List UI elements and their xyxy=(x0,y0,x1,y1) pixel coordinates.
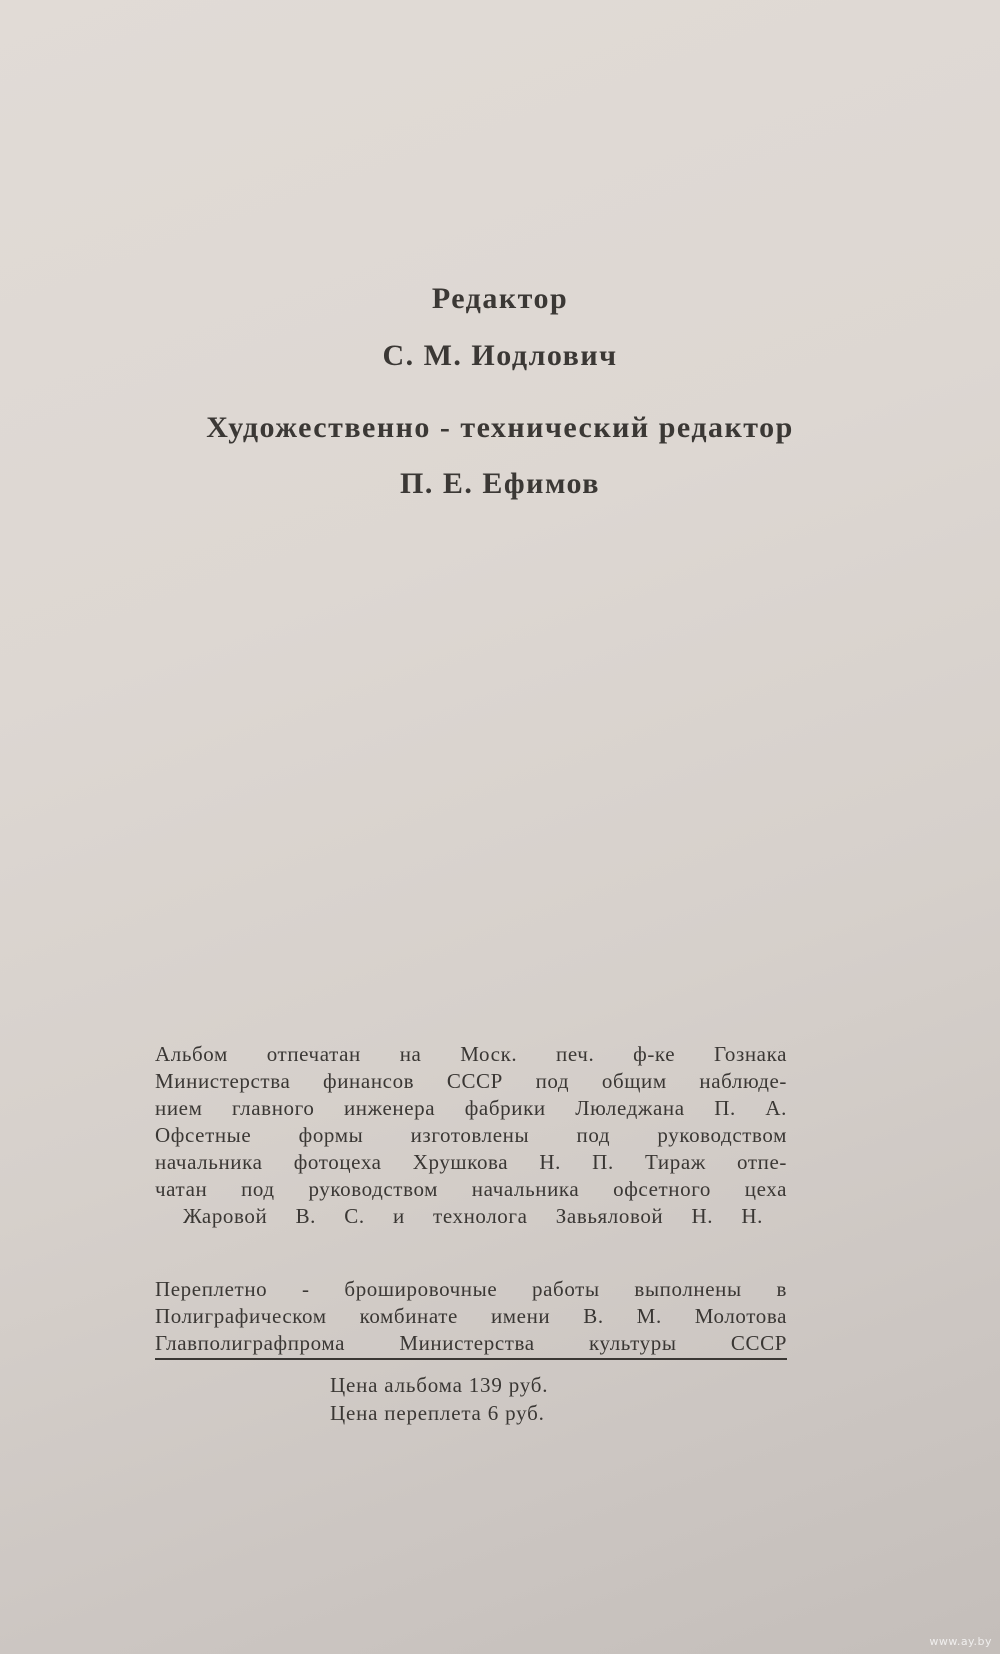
site-watermark: www.ay.by xyxy=(929,1635,992,1648)
editor-role: Редактор xyxy=(431,282,569,315)
tech-editor-name: П. Е. Ефимов xyxy=(400,467,600,500)
imprint-line: Министерства финансов СССР под общим наблюде- xyxy=(155,1069,787,1093)
imprint-line: нием главного инженера фабрики Люледжана П. А. xyxy=(155,1096,787,1120)
divider-rule xyxy=(155,1358,787,1360)
imprint-line: начальника фотоцеха Хрушкова Н. П. Тираж отпе- xyxy=(155,1150,787,1174)
album-price: Цена альбома 139 руб. xyxy=(330,1373,549,1397)
imprint-line: Жаровой В. С. и технолога Завьяловой Н. Н. xyxy=(183,1204,763,1228)
imprint-line: Альбом отпечатан на Моск. печ. ф-ке Гознака xyxy=(155,1042,787,1066)
binding-price: Цена переплета 6 руб. xyxy=(330,1401,545,1425)
imprint-line: Офсетные формы изготовлены под руководством xyxy=(155,1123,787,1147)
tech-editor-role: Художественно - технический редактор xyxy=(206,411,794,444)
imprint-line: Полиграфическом комбинате имени В. М. Молотова xyxy=(155,1304,787,1328)
imprint-line: Переплетно - брошировочные работы выполнены в xyxy=(155,1277,787,1301)
imprint-line: Главполиграфпрома Министерства культуры СССР xyxy=(155,1331,787,1355)
editor-name: С. М. Иодлович xyxy=(382,339,618,372)
imprint-line: чатан под руководством начальника офсетного цеха xyxy=(155,1177,787,1201)
